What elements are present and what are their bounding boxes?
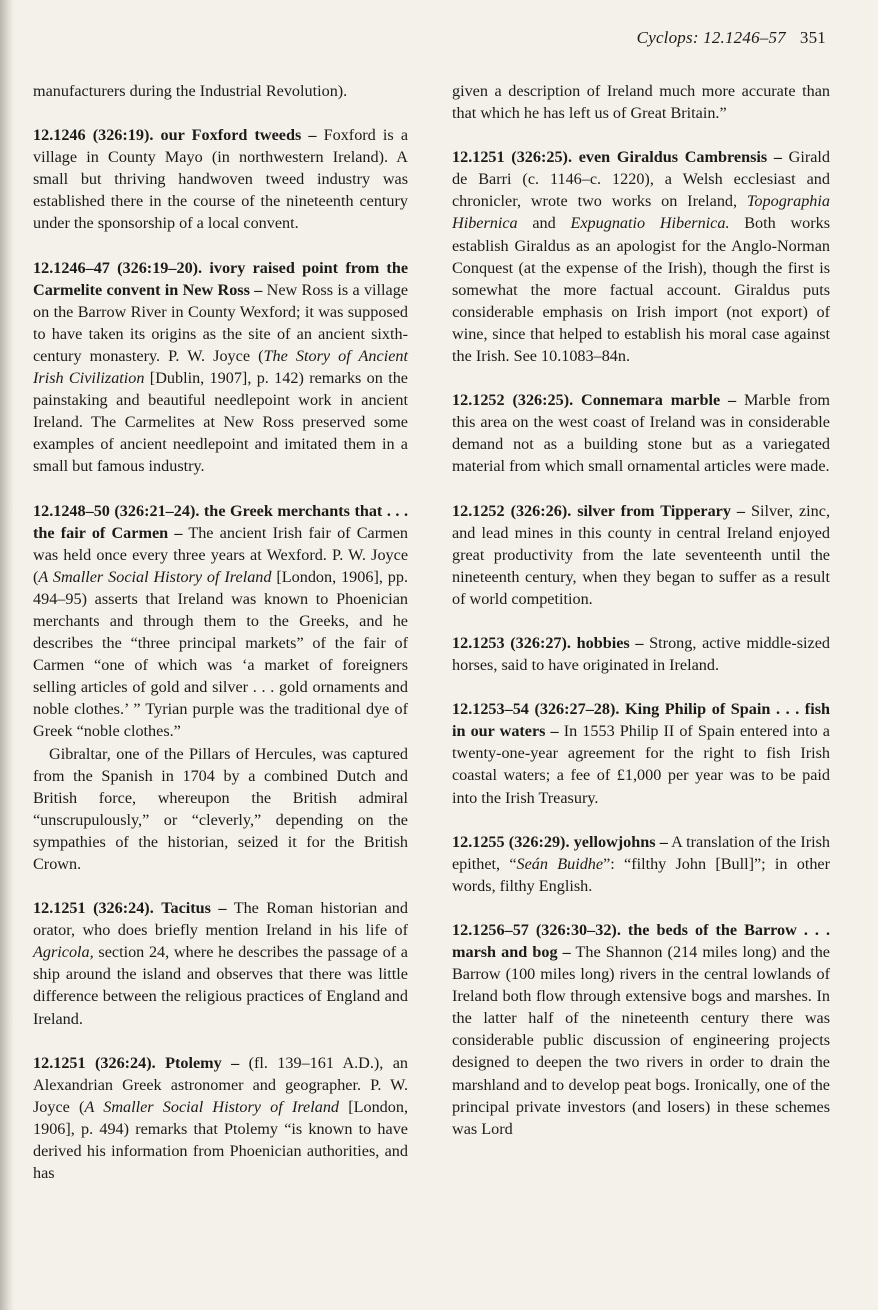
note-entry <box>452 500 830 610</box>
note-entry <box>452 632 830 676</box>
note-reference: 12.1246–47 (326:19–20). <box>33 258 203 277</box>
note-reference: 12.1256–57 (326:30–32). <box>452 920 621 939</box>
note-text: section 24, where he describes the passage of a ship around the island and observes that there was little difference between the religious practices of England and Ireland. <box>33 943 408 1028</box>
book-title: A Smaller Social History of Ireland <box>38 567 272 586</box>
note-text: Both works establish Giraldus as an apologist for the Anglo-Norman Conquest (at the expense of the Irish), though the first is somewhat the more factual account. Giraldus puts considerable emphasis on Irish import (not export) of wine, since that helped to establish his moral case against the Irish. See 10.1083–84n. <box>452 214 831 366</box>
note-reference: 12.1246 (326:19). <box>33 126 154 145</box>
note-entry <box>33 500 408 743</box>
note-text: [London, 1906], p. 494) remarks that Ptolemy “is known to have derived his information from Phoenician authorities, and has <box>33 1097 408 1183</box>
note-lemma: Tacitus – <box>161 899 227 918</box>
note-reference: 12.1251 (326:25). <box>452 148 572 167</box>
note-entry <box>33 1052 408 1185</box>
note-entry <box>452 389 830 477</box>
note-text: A translation of the Irish epithet, “ <box>452 832 830 873</box>
note-text: ”: “filthy John [Bull]”; in other words, filthy English. <box>452 854 831 895</box>
irish-epithet: Seán Buidhe <box>516 854 604 873</box>
note-entry <box>452 831 830 897</box>
note-text: The Shannon (214 miles long) and the Barrow (100 miles long) rivers in the central lowlands of Ireland both flow through extensive bogs and marshes. In the latter half of the nineteenth century there was considerable public discussion of engineering projects designed to deepen the two rivers in order to drain the marshland and to develop peat bogs. Ironically, one of the principal private investors (and losers) in these schemes was Lord <box>452 943 830 1138</box>
note-lemma: King Philip of Spain . . . fish in our waters – <box>452 700 830 741</box>
note-lemma: the beds of the Barrow . . . marsh and bog – <box>452 920 830 961</box>
note-reference: 12.1251 (326:24). <box>33 1053 156 1072</box>
note-text: Foxford is a village in County Mayo (in northwestern Ireland). A small but thriving handwoven tweed industry was established there in the course of the nineteenth century under the sponsorship of a local convent. <box>33 126 409 233</box>
note-lemma: silver from Tipperary – <box>577 501 745 520</box>
note-entry <box>452 698 830 808</box>
note-text: [Dublin, 1907], p. 142) remarks on the painstaking and beautiful needlepoint work in ancient Ireland. The Carmelites at New Ross preserved some examples of ancient needlepoint and imitated them in a small but famous industry. <box>33 369 408 476</box>
note-entry <box>452 919 830 1140</box>
book-title: Topographia Hibernica <box>452 192 830 233</box>
note-entry <box>33 124 408 234</box>
note-lemma: even Giraldus Cambrensis – <box>578 148 782 167</box>
note-entry <box>33 257 408 478</box>
note-reference: 12.1252 (326:25). <box>452 391 574 410</box>
note-text: New Ross is a village on the Barrow River in County Wexford; it was supposed to have taken its origins as the site of an ancient sixth-century monastery. P. W. Joyce ( <box>33 280 408 365</box>
note-lemma: yellowjohns – <box>573 832 668 851</box>
note-lemma: Connemara marble – <box>581 391 737 410</box>
note-text: The ancient Irish fair of Carmen was held once every three years at Wexford. P. W. Joyce ( <box>33 523 409 586</box>
note-reference: 12.1253 (326:27). <box>452 633 571 652</box>
note-entry <box>33 897 408 1030</box>
running-head <box>637 28 826 48</box>
note-lemma: hobbies – <box>576 633 644 652</box>
note-paragraph: Gibraltar, one of the Pillars of Hercules, was captured from the Spanish in 1704 by a combined Dutch and British force, whereupon the British admiral “unscrupulously,” or “cleverly,” depending on the sympathies of the historian, seized it for the British Crown. <box>33 744 408 873</box>
left-column <box>33 80 408 1206</box>
page-number: 351 <box>799 28 826 47</box>
note-reference: 12.1255 (326:29). <box>452 832 570 851</box>
note-reference: 12.1252 (326:26). <box>452 501 572 520</box>
book-title: Agricola, <box>33 943 94 962</box>
book-title: The Story of Ancient Irish Civilization <box>33 346 408 388</box>
note-lemma: Ptolemy – <box>165 1053 240 1072</box>
note-text: (fl. 139–161 A.D.), an Alexandrian Greek astronomer and geographer. P. W. Joyce ( <box>33 1053 409 1116</box>
continuation-paragraph: manufacturers during the Industrial Revolution). <box>33 82 348 100</box>
book-title: A Smaller Social History of Ireland <box>84 1097 340 1116</box>
note-text: Strong, active middle-sized horses, said to have originated in Ireland. <box>452 633 830 675</box>
binding-shadow <box>0 0 14 1310</box>
right-column <box>452 80 830 1162</box>
note-entry <box>452 146 830 367</box>
note-text: Marble from this area on the west coast of Ireland was in considerable demand not as a building stone but as a variegated material from which small ornamental articles were made. <box>452 391 831 476</box>
book-title: Expugnatio Hibernica. <box>570 214 730 233</box>
running-head-title: Cyclops: 12.1246–57 <box>636 28 786 47</box>
note-lemma: ivory raised point from the Carmelite convent in New Ross – <box>33 258 409 299</box>
note-lemma: the Greek merchants that . . . the fair of Carmen – <box>33 501 409 542</box>
note-text: and <box>517 214 571 233</box>
note-text: Girald de Barri (c. 1146–c. 1220), a Welsh ecclesiast and chronicler, wrote two works on Ireland, <box>452 148 831 211</box>
note-text: Silver, zinc, and lead mines in this county in central Ireland enjoyed great productivity from the late seventeenth until the nineteenth century, when they began to suffer as a result of world competition. <box>452 501 830 608</box>
note-reference: 12.1251 (326:24). <box>33 899 154 918</box>
note-text: [London, 1906], pp. 494–95) asserts that Ireland was known to Phoenician merchants and through them to the Greeks, and he describes the “three principal markets” of the fair of Carmen “one of which was ‘a market of foreigners selling articles of gold and silver . . . gold ornaments and noble clothes.’ ” Tyrian purple was the traditional dye of Greek “noble clothes.” <box>33 567 409 741</box>
note-text: In 1553 Philip II of Spain entered into a twenty-one-year agreement for the right to fish Irish coastal waters; a fee of £1,000 per year was to be paid into the Irish Treasury. <box>452 722 830 807</box>
note-lemma: our Foxford tweeds – <box>160 126 317 145</box>
note-reference: 12.1248–50 (326:21–24). <box>33 501 200 520</box>
note-reference: 12.1253–54 (326:27–28). <box>452 700 620 719</box>
continuation-paragraph: given a description of Ireland much more accurate than that which he has left us of Great Britain.” <box>452 82 830 123</box>
note-text: The Roman historian and orator, who does briefly mention Ireland in his life of <box>33 899 408 940</box>
